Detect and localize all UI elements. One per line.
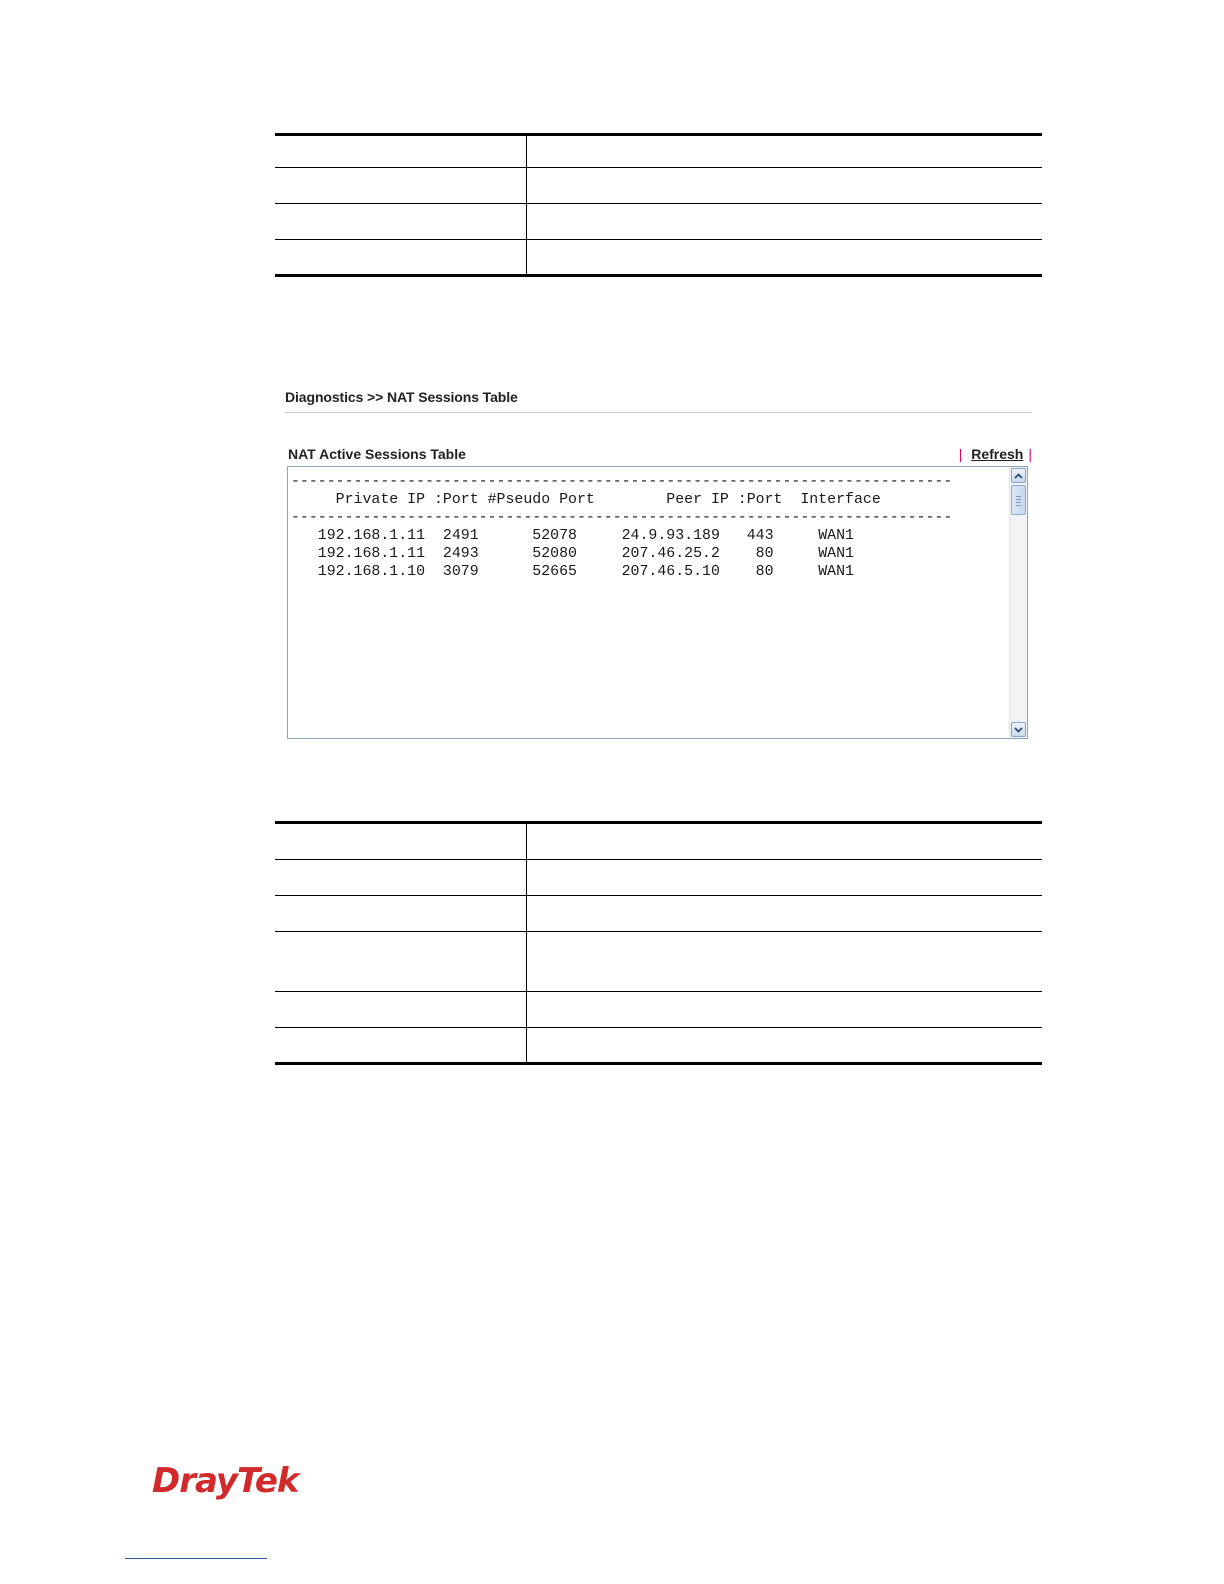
table-row bbox=[275, 823, 1042, 860]
chevron-up-icon bbox=[1014, 473, 1023, 479]
table-row bbox=[275, 204, 1042, 240]
session-row: 192.168.1.10 3079 52665 207.46.5.10 80 WAN1 bbox=[317, 564, 854, 580]
panel-title: NAT Active Sessions Table bbox=[288, 446, 466, 462]
vertical-scrollbar[interactable] bbox=[1009, 467, 1027, 738]
table-row bbox=[275, 860, 1042, 896]
breadcrumb-divider bbox=[285, 412, 1032, 413]
sessions-textarea[interactable] bbox=[287, 466, 1028, 739]
session-row: 192.168.1.11 2493 52080 207.46.25.2 80 WAN1 bbox=[317, 546, 854, 562]
chevron-down-icon bbox=[1014, 727, 1023, 733]
table-row bbox=[275, 135, 1042, 168]
document-table-top bbox=[275, 133, 1042, 277]
document-table-bottom bbox=[275, 821, 1042, 1065]
table-row bbox=[275, 240, 1042, 276]
table-row bbox=[275, 896, 1042, 932]
breadcrumb: Diagnostics >> NAT Sessions Table bbox=[285, 389, 518, 405]
table-row bbox=[275, 932, 1042, 992]
refresh-divider: | bbox=[1028, 446, 1032, 462]
sessions-listing bbox=[291, 473, 952, 581]
draytek-logo: DrayTek bbox=[152, 1461, 299, 1501]
table-row bbox=[275, 168, 1042, 204]
scroll-thumb[interactable] bbox=[1011, 485, 1026, 515]
scroll-down-button[interactable] bbox=[1011, 722, 1026, 737]
session-row: 192.168.1.11 2491 52078 24.9.93.189 443 WAN1 bbox=[317, 528, 854, 544]
table-row bbox=[275, 1028, 1042, 1064]
listing-separator: -------------------------------------------------------------------------- bbox=[291, 474, 953, 490]
scroll-up-button[interactable] bbox=[1011, 468, 1026, 483]
refresh-link[interactable]: Refresh bbox=[971, 446, 1024, 462]
footer-divider bbox=[125, 1558, 267, 1559]
listing-header: Private IP :Port #Pseudo Port Peer IP :Port Interface bbox=[335, 492, 881, 508]
table-row bbox=[275, 992, 1042, 1028]
refresh-divider: | bbox=[958, 446, 963, 462]
refresh-bar bbox=[959, 446, 1032, 462]
listing-separator: -------------------------------------------------------------------------- bbox=[291, 510, 953, 526]
